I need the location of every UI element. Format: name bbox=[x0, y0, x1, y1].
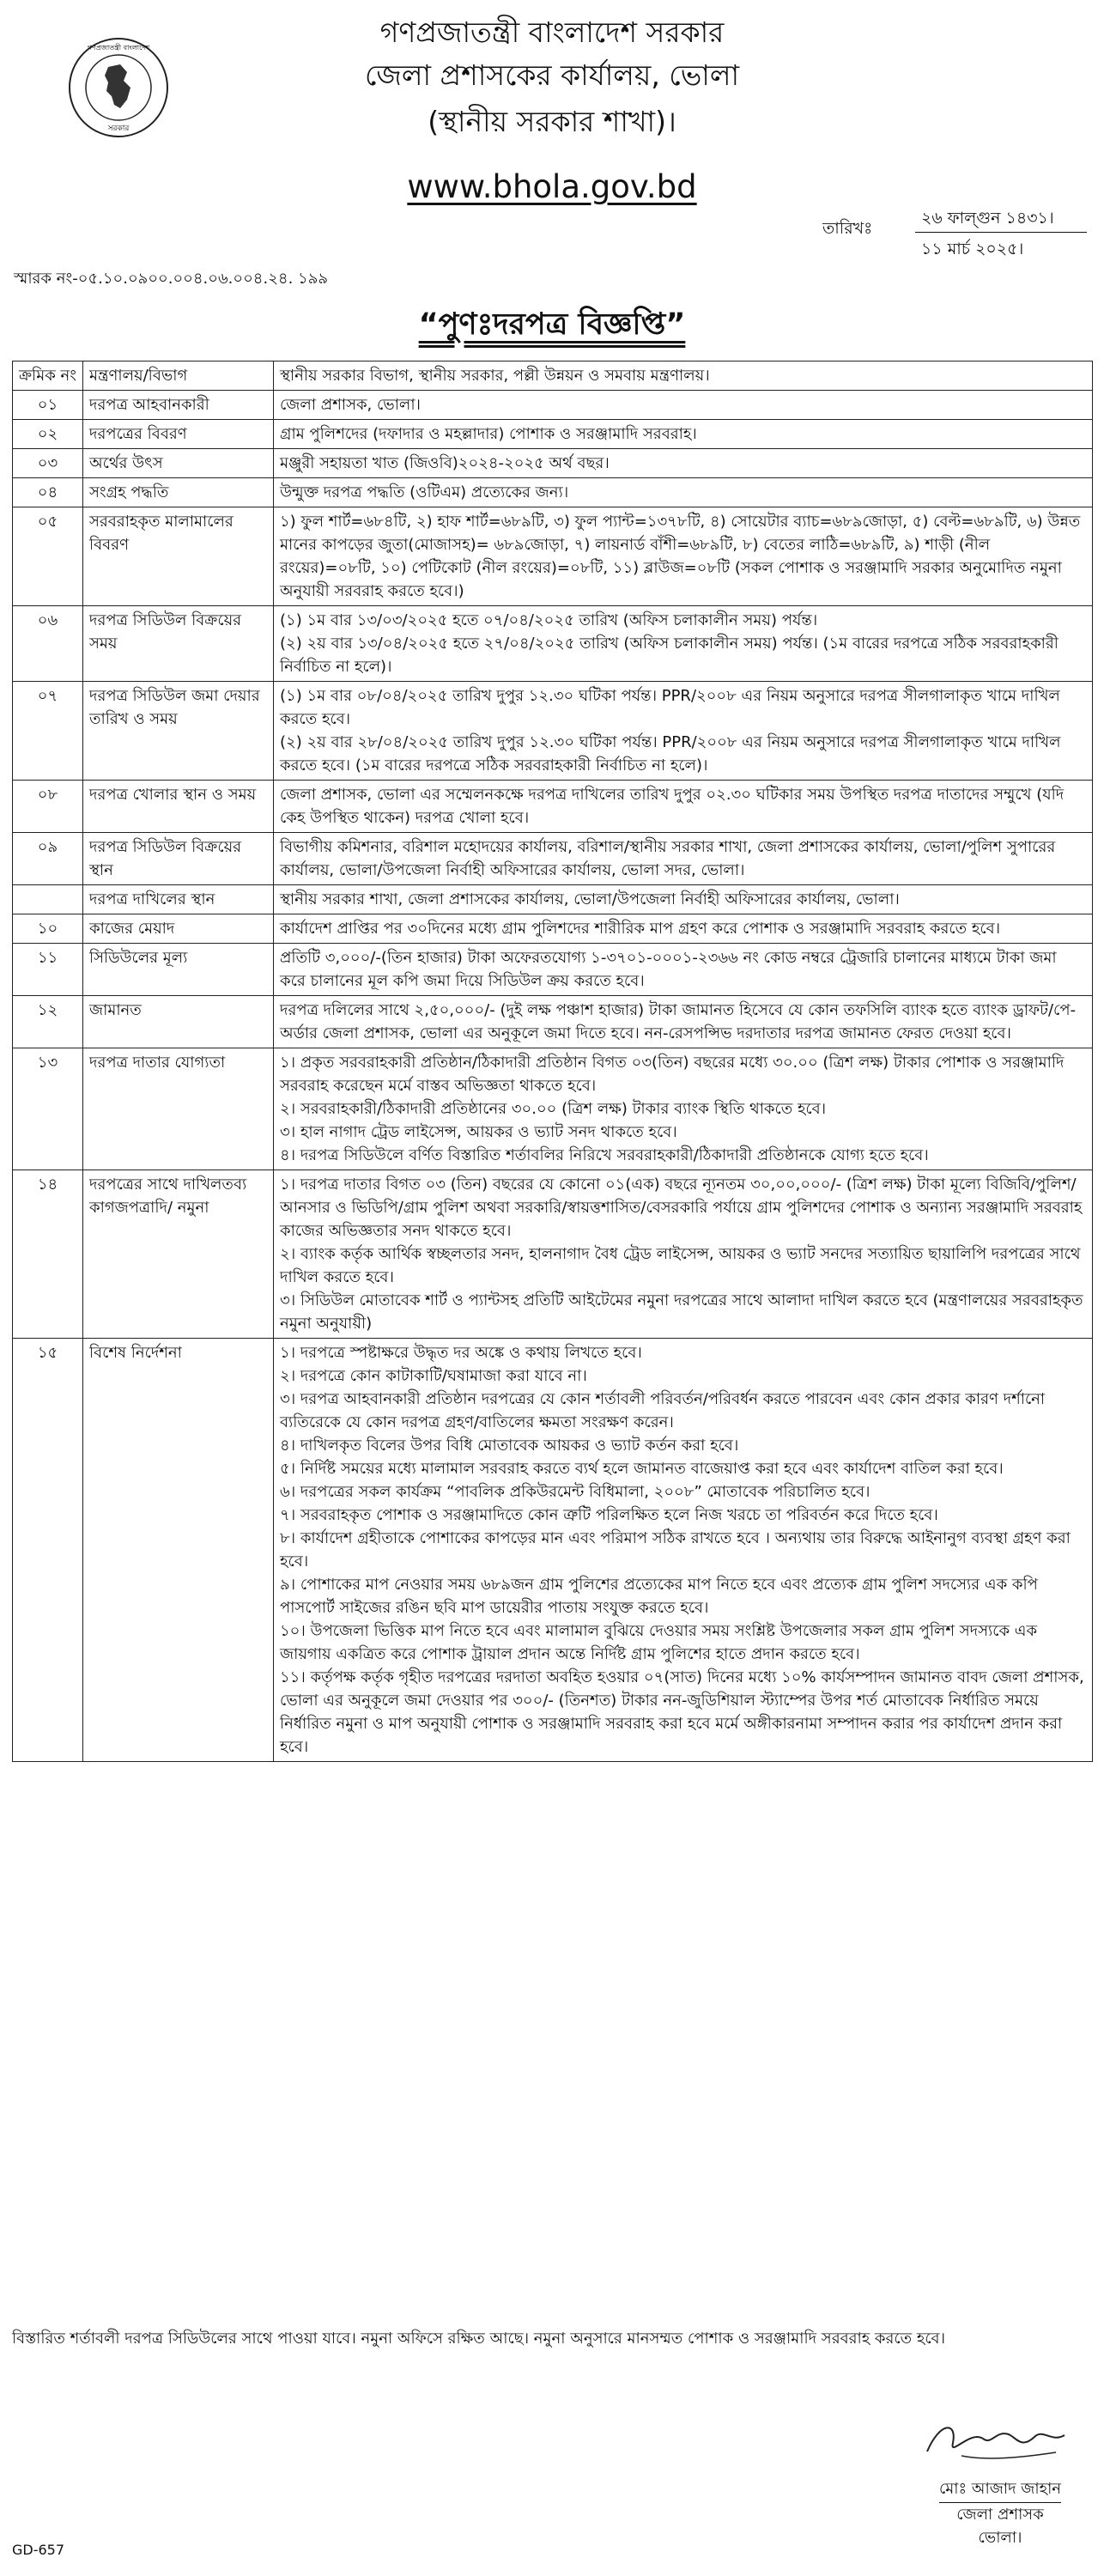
row-content bbox=[274, 507, 1093, 606]
row-content-item: (২) ২য় বার ১৩/০৪/২০২৫ হতে ২৭/০৪/২০২৫ তারিখ (অফিস চলাকালীন সময়) পর্যন্ত। (১ম বারের দরপত্রে সঠিক সরবরাহকারী নির্বাচিত না হলে)। bbox=[280, 635, 1059, 676]
row-serial: ১৩ bbox=[13, 1048, 83, 1170]
footnote: বিস্তারিত শর্তাবলী দরপত্র সিডিউলের সাথে পাওয়া যাবে। নমুনা অফিসে রক্ষিত আছে। নমুনা অনুসারে মানসম্মত পোশাক ও সরঞ্জামাদি সরবরাহ করতে হবে। bbox=[12, 2330, 946, 2348]
row-serial: ০৮ bbox=[13, 781, 83, 833]
row-label: সিডিউলের মূল্য bbox=[83, 944, 274, 996]
row-content bbox=[274, 391, 1093, 420]
table-row bbox=[13, 606, 1093, 682]
row-serial: ১৫ bbox=[13, 1339, 83, 1762]
row-content-item: দরপত্র দলিলের সাথে ২,৫০,০০০/- (দুই লক্ষ পঞ্চাশ হাজার) টাকা জামানত হিসেবে যে কোন তফসিলি ব্যাংক হতে ব্যাংক ড্রাফট/পে-অর্ডার জেলা প্রশাসক, ভোলা এর অনুকূলে জমা দিতে হবে। নন-রেসপন্সিভ দরদাতার দরপত্র জামানত ফেরত দেওয়া হবে। bbox=[280, 1001, 1077, 1042]
row-content bbox=[274, 606, 1093, 682]
row-serial: ০৪ bbox=[13, 478, 83, 507]
signatory-place: ভোলা। bbox=[978, 2529, 1022, 2547]
svg-text:গণপ্রজাতন্ত্রী বাংলাদেশ: গণপ্রজাতন্ত্রী বাংলাদেশ bbox=[87, 44, 150, 52]
row-content-item: ৪। দাখিলকৃত বিলের উপর বিধি মোতাবেক আয়কর ও ভ্যাট কর্তন করা হবে। bbox=[280, 1437, 739, 1455]
row-content-item: ৮। কার্যাদেশ গ্রহীতাকে পোশাকের কাপড়ের মান এবং পরিমাপ সঠিক রাখতে হবে । অন্যথায় তার বিরুদ্ধে আইনানুগ ব্যবস্থা গ্রহণ করা হবে। bbox=[280, 1529, 1071, 1571]
table-row bbox=[13, 1170, 1093, 1339]
header-sl: ক্রমিক নং bbox=[13, 361, 83, 391]
row-serial: ১১ bbox=[13, 944, 83, 996]
row-content bbox=[274, 781, 1093, 833]
table-row bbox=[13, 996, 1093, 1048]
row-content-item: ৭। সরবরাহকৃত পোশাক ও সরঞ্জামাদিতে কোন ত্রুটি পরিলক্ষিত হলে নিজ খরচে তা পরিবর্তন করে দিতে হবে। bbox=[280, 1506, 938, 1524]
table-row bbox=[13, 944, 1093, 996]
row-label: দরপত্র আহবানকারী bbox=[83, 391, 274, 420]
row-label: সংগ্রহ পদ্ধতি bbox=[83, 478, 274, 507]
row-label: দরপত্রের সাথে দাখিলতব্য কাগজপত্রাদি/ নমুনা bbox=[83, 1170, 274, 1339]
row-serial: ০৭ bbox=[13, 682, 83, 781]
row-serial: ০২ bbox=[13, 420, 83, 449]
date-separator bbox=[915, 232, 1087, 233]
row-content-item: গ্রাম পুলিশদের (দফাদার ও মহল্লাদার) পোশাক ও সরঞ্জামাদি সরবরাহ। bbox=[280, 425, 697, 443]
signatory-designation: জেলা প্রশাসক bbox=[956, 2506, 1044, 2524]
row-content-item: ১০। উপজেলা ভিত্তিক মাপ নিতে হবে এবং মালামাল বুঝিয়ে দেওয়ার সময় সংশ্লিষ্ট উপজেলার সকল গ্রাম পুলিশ সদস্যকে এক জায়গায় একত্রিত করে পোশাক ট্রায়াল প্রদান অন্তে নির্দিষ্ট গ্রাম পুলিশের হাতে প্রদান করতে হবে। bbox=[280, 1622, 1038, 1663]
row-content-item: ২। ব্যাংক কর্তৃক আর্থিক স্বচ্ছলতার সনদ, হালনাগাদ বৈধ ট্রেড লাইসেন্স, আয়কর ও ভ্যাট সনদের সত্যায়িত ছায়ালিপি দরপত্রের সাথে দাখিল করতে হবে। bbox=[280, 1245, 1081, 1286]
row-serial: ০৯ bbox=[13, 833, 83, 885]
row-content-item: ১। দরপত্রে স্পষ্টাক্ষরে উদ্ধৃত দর অঙ্কে ও কথায় লিখতে হবে। bbox=[280, 1344, 642, 1362]
row-content bbox=[274, 478, 1093, 507]
row-content-item: ১। দরপত্র দাতার বিগত ০৩ (তিন) বছরের যে কোনো ০১(এক) বছরে ন্যূনতম ৩০,০০,০০০/- (ত্রিশ লক্ষ) টাকা মূল্যে বিজিবি/পুলিশ/আনসার ও ভিডিপি/গ্রাম পুলিশ অথবা সরকারি/স্বায়ত্তশাসিত/বেসরকারি পর্যায়ে গ্রাম পুলিশদের পোশাক ও অন্যান্য সরঞ্জামাদি সরবরাহ কাজের অভিজ্ঞতার সনদ থাকতে হবে। bbox=[280, 1176, 1083, 1240]
row-content-item: জেলা প্রশাসক, ভোলা। bbox=[280, 396, 421, 414]
row-serial: ১২ bbox=[13, 996, 83, 1048]
row-content bbox=[274, 1339, 1093, 1762]
header-office: জেলা প্রশাসকের কার্যালয়, ভোলা bbox=[364, 58, 740, 92]
row-content bbox=[274, 996, 1093, 1048]
header-website-link[interactable]: www.bhola.gov.bd bbox=[407, 168, 697, 205]
row-label: দরপত্র সিডিউল বিক্রয়ের স্থান bbox=[83, 833, 274, 885]
row-serial bbox=[13, 885, 83, 914]
row-label: সরবরাহকৃত মালামালের বিবরণ bbox=[83, 507, 274, 606]
row-label: দরপত্রের বিবরণ bbox=[83, 420, 274, 449]
tender-table bbox=[12, 361, 1093, 1762]
row-content-item: ৩। দরপত্র আহবানকারী প্রতিষ্ঠান দরপত্রের যে কোন শর্তাবলী পরিবর্তন/পরিবর্ধন করতে পারবেন এবং কোন প্রকার কারণ দর্শানো ব্যতিরেকে যে কোন দরপত্র গ্রহণ/বাতিলের ক্ষমতা সংরক্ষণ করেন। bbox=[280, 1390, 1046, 1431]
table-row bbox=[13, 885, 1093, 914]
row-label: কাজের মেয়াদ bbox=[83, 914, 274, 944]
letterhead bbox=[0, 0, 1104, 258]
document-code: GD-657 bbox=[12, 2542, 65, 2558]
row-content-item: ৪। দরপত্র সিডিউলে বর্ণিত বিস্তারিত শর্তাবলির নিরিখে সরবরাহকারী/ঠিকাদারী প্রতিষ্ঠানকে যোগ্য হতে হবে। bbox=[280, 1146, 929, 1164]
row-content-item: ২। সরবরাহকারী/ঠিকাদারী প্রতিষ্ঠানের ৩০.০০ (ত্রিশ লক্ষ) টাকার ব্যাংক স্থিতি থাকতে হবে। bbox=[280, 1100, 827, 1118]
row-content-item: (১) ১ম বার ১৩/০৩/২০২৫ হতে ০৭/০৪/২০২৫ তারিখ (অফিস চলাকালীন সময়) পর্যন্ত। bbox=[280, 611, 818, 629]
row-label: দরপত্র সিডিউল জমা দেয়ার তারিখ ও সময় bbox=[83, 682, 274, 781]
row-content-item: জেলা প্রশাসক, ভোলা এর সম্মেলনকক্ষে দরপত্র দাখিলের তারিখ দুপুর ০২.৩০ ঘটিকার সময় উপস্থিত দরপত্র দাতাদের সম্মুখে (যদি কেহ উপস্থিত থাকেন) দরপত্র খোলা হবে। bbox=[280, 786, 1065, 827]
row-label: দরপত্র দাতার যোগ্যতা bbox=[83, 1048, 274, 1170]
row-content bbox=[274, 449, 1093, 478]
memo-number: স্মারক নং-০৫.১০.০৯০০.০০৪.০৬.০০৪.২৪. ১৯৯ bbox=[14, 270, 329, 288]
header-content: স্থানীয় সরকার বিভাগ, স্থানীয় সরকার, পল্লী উন্নয়ন ও সমবায় মন্ত্রণালয়। bbox=[274, 361, 1093, 391]
date-english: ১১ মার্চ ২০২৫। bbox=[921, 240, 1024, 258]
table-row bbox=[13, 914, 1093, 944]
row-content-item: ১) ফুল শার্ট=৬৮৪টি, ২) হাফ শার্ট=৬৮৯টি, ৩) ফুল প্যান্ট=১৩৭৮টি, ৪) সোয়েটার ব্যাচ=৬৮৯জোড়া, ৫) বেল্ট=৬৮৯টি, ৬) উন্নত মানের কাপড়ের জুতা(মোজাসহ)= ৬৮৯জোড়া, ৭) লায়নার্ড বাঁশী=৬৮৯টি, ৮) বেতের লাঠি=৬৮৯টি, ৯) শাড়ী (নীল রংয়ের)=০৮টি, ১০) পেটিকোট (নীল রংয়ের)=০৮টি, ১১) ব্লাউজ=০৮টি (সকল পোশাক ও সরঞ্জামাদি সরকার অনুমোদিত নমুনা অনুযায়ী সরবরাহ করতে হবে।) bbox=[280, 513, 1081, 600]
row-label: দরপত্র খোলার স্থান ও সময় bbox=[83, 781, 274, 833]
row-content bbox=[274, 833, 1093, 885]
row-content-item: কার্যাদেশ প্রাপ্তির পর ৩০দিনের মধ্যে গ্রাম পুলিশদের শারীরিক মাপ গ্রহণ করে পোশাক ও সরঞ্জামাদি সরবরাহ করতে হবে। bbox=[280, 920, 1001, 938]
row-content-item: ৩। সিডিউল মোতাবেক শার্ট ও প্যান্টসহ প্রতিটি আইটেমের নমুনা দরপত্রের সাথে আলাদা দাখিল করতে হবে (মন্ত্রণালয়ের সরবরাহকৃত নমুনা অনুযায়ী) bbox=[280, 1291, 1083, 1333]
row-content-item: (২) ২য় বার ২৮/০৪/২০২৫ তারিখ দুপুর ১২.৩০ ঘটিকা পর্যন্ত। PPR/২০০৮ এর নিয়ম অনুসারে দরপত্র সীলগালাকৃত খামে দাখিল করতে হবে। (১ম বারের দরপত্রে সঠিক সরবরাহকারী নির্বাচিত না হলে)। bbox=[280, 733, 1061, 775]
row-content-item: ২। দরপত্রে কোন কাটাকাটি/ঘষামাজা করা যাবে না। bbox=[280, 1367, 587, 1385]
notice-title-text: “পুণঃদরপত্র বিজ্ঞপ্তি” bbox=[418, 307, 686, 342]
notice-title bbox=[0, 301, 1104, 351]
row-label: বিশেষ নির্দেশনা bbox=[83, 1339, 274, 1762]
row-label: দরপত্র সিডিউল বিক্রয়ের সময় bbox=[83, 606, 274, 682]
signature-icon bbox=[910, 2404, 1082, 2473]
row-content-item: ১১। কর্তৃপক্ষ কর্তৃক গৃহীত দরপত্রের দরদাতা অবহিত হওয়ার ০৭(সাত) দিনের মধ্যে ১০% কার্যসম্পাদন জামানত বাবদ জেলা প্রশাসক, ভোলা এর অনুকূলে জমা দেওয়ার পর ৩০০/- (তিনশত) টাকার নন-জুডিশিয়াল স্ট্যাম্পের উপর শর্ত মোতাবেক নির্ধারিত সময়ে নির্ধারিত নমুনা ও মাপ অনুযায়ী পোশাক ও সরঞ্জামাদি সরবরাহ করা হবে মর্মে অঙ্গীকারনামা সম্পাদন করার পর কার্যাদেশ প্রদান করা হবে। bbox=[280, 1668, 1084, 1756]
table-row bbox=[13, 507, 1093, 606]
header-branch: (স্থানীয় সরকার শাখা)। bbox=[428, 105, 676, 138]
row-content bbox=[274, 682, 1093, 781]
table-row bbox=[13, 682, 1093, 781]
table-row bbox=[13, 1339, 1093, 1762]
row-content bbox=[274, 1048, 1093, 1170]
row-content-item: বিভাগীয় কমিশনার, বরিশাল মহোদয়ের কার্যালয়, বরিশাল/স্থানীয় সরকার শাখা, জেলা প্রশাসকের কার্যালয়, ভোলা/পুলিশ সুপারের কার্যালয়, ভোলা/উপজেলা নির্বাহী অফিসারের কার্যালয়, ভোলা সদর, ভোলা। bbox=[280, 838, 1056, 879]
row-label: অর্থের উৎস bbox=[83, 449, 274, 478]
row-content-item: ১। প্রকৃত সরবরাহকারী প্রতিষ্ঠান/ঠিকাদারী প্রতিষ্ঠান বিগত ০৩(তিন) বছরের মধ্যে ৩০.০০ (ত্রিশ লক্ষ) টাকার পোশাক ও সরঞ্জামাদি সরবরাহ করেছেন মর্মে বাস্তব অভিজ্ঞতা থাকতে হবে। bbox=[280, 1054, 1065, 1095]
row-content-item: উন্মুক্ত দরপত্র পদ্ধতি (ওটিএম) প্রত্যেকের জন্য। bbox=[280, 483, 569, 501]
header-label: মন্ত্রণালয়/বিভাগ bbox=[83, 361, 274, 391]
signature-block bbox=[910, 2477, 1090, 2549]
row-label: দরপত্র দাখিলের স্থান bbox=[83, 885, 274, 914]
date-label: তারিখঃ bbox=[822, 219, 873, 238]
row-content-item: ৯। পোশাকের মাপ নেওয়ার সময় ৬৮৯জন গ্রাম পুলিশের প্রত্যেকের মাপ নিতে হবে এবং প্রত্যেক গ্রাম পুলিশ সদস্যের এক কপি পাসপোর্ট সাইজের রঙিন ছবি মাপ ডায়েরীর পাতায় সংযুক্ত করতে হবে। bbox=[280, 1576, 1038, 1617]
row-serial: ০৫ bbox=[13, 507, 83, 606]
row-content bbox=[274, 944, 1093, 996]
row-content bbox=[274, 420, 1093, 449]
row-content bbox=[274, 914, 1093, 944]
row-content-item: প্রতিটি ৩,০০০/-(তিন হাজার) টাকা অফেরতযোগ্য ১-৩৭০১-০০০১-২৩৬৬ নং কোড নম্বরে ট্রেজারি চালানের মাধ্যমে টাকা জমা করে চালানের মূল কপি জমা দিয়ে সিডিউল ক্রয় করতে হবে। bbox=[280, 949, 1057, 990]
row-content bbox=[274, 885, 1093, 914]
table-row bbox=[13, 449, 1093, 478]
row-label: জামানত bbox=[83, 996, 274, 1048]
row-content bbox=[274, 1170, 1093, 1339]
svg-text:সরকার: সরকার bbox=[107, 125, 130, 133]
table-row bbox=[13, 781, 1093, 833]
table-row bbox=[13, 420, 1093, 449]
row-content-item: (১) ১ম বার ০৮/০৪/২০২৫ তারিখ দুপুর ১২.৩০ ঘটিকা পর্যন্ত। PPR/২০০৮ এর নিয়ম অনুসারে দরপত্র সীলগালাকৃত খামে দাখিল করতে হবে। bbox=[280, 687, 1060, 728]
row-content-item: ৬। দরপত্রের সকল কার্যক্রম “পাবলিক প্রকিউরমেন্ট বিধিমালা, ২০০৮” মোতাবেক পরিচালিত হবে। bbox=[280, 1483, 870, 1501]
header-govt: গণপ্রজাতন্ত্রী বাংলাদেশ সরকার bbox=[379, 15, 725, 49]
row-serial: ০৬ bbox=[13, 606, 83, 682]
table-header-row bbox=[13, 361, 1093, 391]
row-content-item: মঞ্জুরী সহায়তা খাত (জিওবি)২০২৪-২০২৫ অর্থ বছর। bbox=[280, 454, 610, 472]
date-bangla: ২৬ ফাল্গুন ১৪৩১। bbox=[921, 209, 1054, 228]
row-content-item: ৫। নির্দিষ্ট সময়ের মধ্যে মালামাল সরবরাহ করতে ব্যর্থ হলে জামানত বাজেয়াপ্ত করা হবে এবং কার্যাদেশ বাতিল করা হবে। bbox=[280, 1460, 1004, 1478]
row-content-item: স্থানীয় সরকার শাখা, জেলা প্রশাসকের কার্যালয়, ভোলা/উপজেলা নির্বাহী অফিসারের কার্যালয়, ভোলা। bbox=[280, 890, 900, 908]
table-row bbox=[13, 833, 1093, 885]
table-row bbox=[13, 391, 1093, 420]
row-serial: ১৪ bbox=[13, 1170, 83, 1339]
row-serial: ০১ bbox=[13, 391, 83, 420]
signatory-name: মোঃ আজাদ জাহান bbox=[939, 2477, 1061, 2503]
table-row bbox=[13, 1048, 1093, 1170]
table-row bbox=[13, 478, 1093, 507]
row-serial: ১০ bbox=[13, 914, 83, 944]
row-serial: ০৩ bbox=[13, 449, 83, 478]
row-content-item: ৩। হাল নাগাদ ট্রেড লাইসেন্স, আয়কর ও ভ্যাট সনদ থাকতে হবে। bbox=[280, 1123, 677, 1141]
